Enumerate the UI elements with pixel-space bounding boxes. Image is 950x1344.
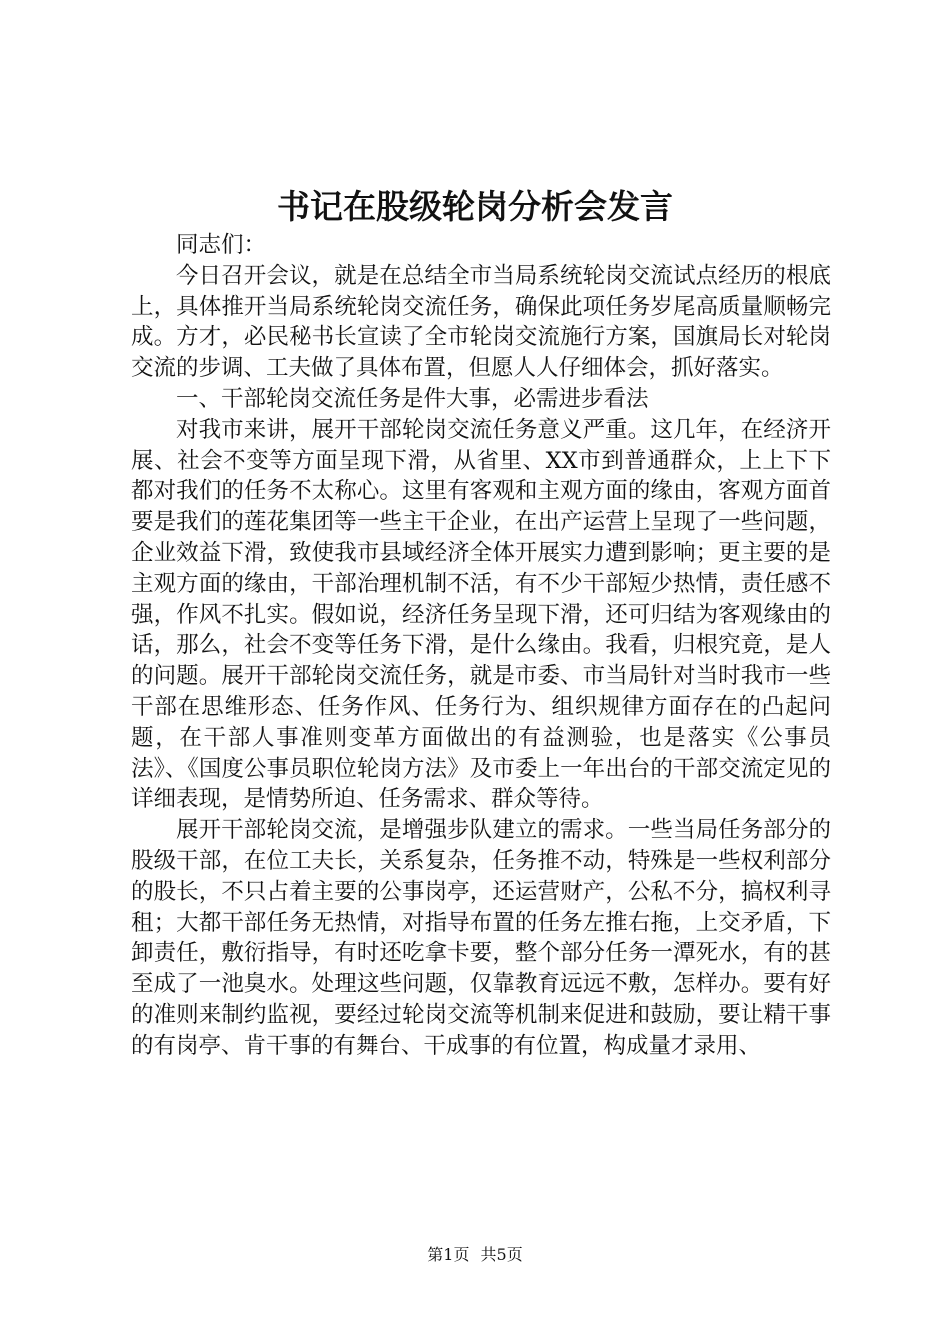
page-total: 共5页	[480, 1245, 523, 1264]
document-body	[131, 230, 831, 1062]
page-number: 第1页	[427, 1245, 470, 1264]
page-footer	[0, 1243, 950, 1267]
body-paragraph: 展开干部轮岗交流，是增强步队建立的需求。一些当局任务部分的股级干部，在位工夫长，关系复杂，任务推不动，特殊是一些权利部分的股长，不只占着主要的公事岗亭，还运营财产，公私不分，搞权利寻租；大都干部任务无热情，对指导布置的任务左推右拖，上交矛盾，下卸责任，敷衍指导，有时还吃拿卡要，整个部分任务一潭死水，有的甚至成了一池臭水。处理这些问题，仅靠教育远远不敷，怎样办。要有好的准则来制约监视，要经过轮岗交流等机制来促进和鼓励，要让精干事的有岗亭、肯干事的有舞台、干成事的有位置，构成量才录用、	[131, 817, 831, 1059]
body-paragraph: 对我市来讲，展开干部轮岗交流任务意义严重。这几年，在经济开展、社会不变等方面呈现下滑，从省里、XX市到普通群众，上上下下都对我们的任务不太称心。这里有客观和主观方面的缘由，客观方面首要是我们的莲花集团等一些主干企业，在出产运营上呈现了一些问题，企业效益下滑，致使我市县域经济全体开展实力遭到影响；更主要的是主观方面的缘由，干部治理机制不活，有不少干部短少热情，责任感不强，作风不扎实。假如说，经济任务呈现下滑，还可归结为客观缘由的话，那么，社会不变等任务下滑，是什么缘由。我看，归根究竟，是人的问题。展开干部轮岗交流任务，就是市委、市当局针对当时我市一些干部在思维形态、任务作风、任务行为、组织规律方面存在的凸起问题，在干部人事准则变革方面做出的有益测验，也是落实《公事员法》、《国度公事员职位轮岗方法》及市委上一年出台的干部交流定见的详细表现，是情势所迫、任务需求、群众等待。	[131, 416, 831, 813]
section-heading: 一、干部轮岗交流任务是件大事，必需进步看法	[176, 385, 649, 412]
salutation-paragraph: 同志们：	[176, 232, 267, 258]
document-title: 书记在股级轮岗分析会发言	[277, 187, 673, 226]
body-paragraph: 今日召开会议，就是在总结全市当局系统轮岗交流试点经历的根底上，具体推开当局系统轮岗交流任务，确保此项任务岁尾高质量顺畅完成。方才，必民秘书长宣读了全市轮岗交流施行方案，国旗局长对轮岗交流的步调、工夫做了具体布置，但愿人人仔细体会，抓好落实。	[131, 262, 831, 382]
